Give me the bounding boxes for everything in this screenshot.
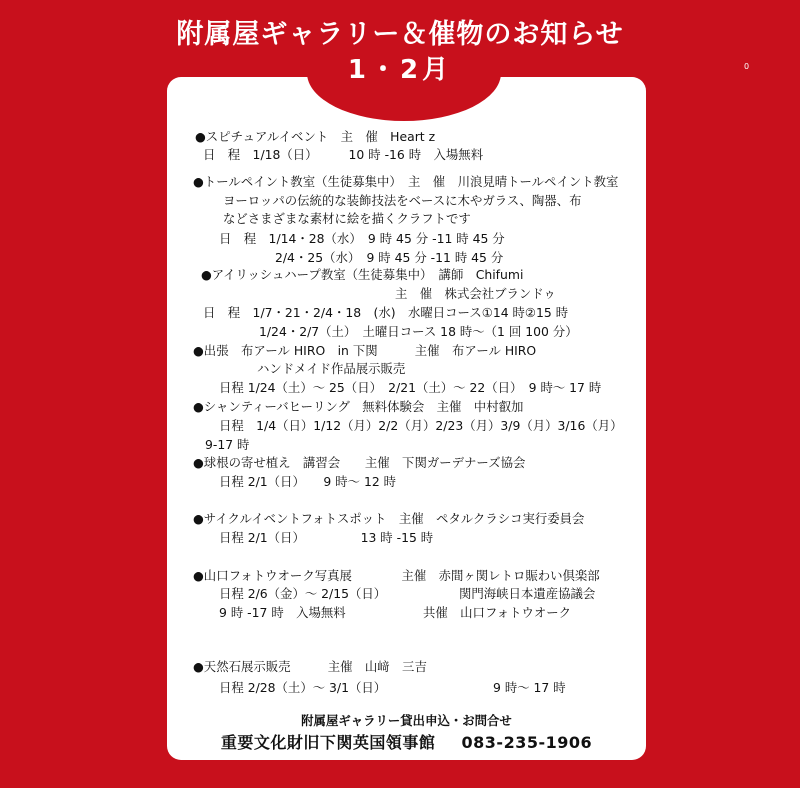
event-schedule: 日 程 1/14・28（水） 9 時 45 分 -11 時 45 分 [219,231,505,246]
event-schedule: 1/24・2/7（土） 土曜日コース 18 時～（1 回 100 分） [259,324,578,339]
event-schedule: 日 程 1/18（日） 10 時 -16 時 入場無料 [203,147,484,162]
event-title-cycle-photo-spot: ●サイクルイベントフォトスポット 主催 ペタルクラシコ実行委員会 [193,511,585,526]
event-schedule: 日程 2/1（日） 13 時 -15 時 [219,530,434,545]
event-title-tole-paint: ●トールペイント教室（生徒募集中） 主 催 川浪見晴トールペイント教室 [193,174,619,189]
event-organizer: 主 催 株式会社ブランドゥ [395,286,556,301]
contact-line [167,733,646,753]
event-title-spiritual: ●スピチュアルイベント 主 催 Heart z [195,129,436,144]
event-title-irish-harp: ●アイリッシュハープ教室（生徒募集中） 講師 Chifumi [201,267,524,282]
page-title: 附属屋ギャラリー＆催物のお知らせ [176,19,624,50]
event-description: ヨーロッパの伝統的な装飾技法をベースに木やガラス、陶器、布 [223,193,582,208]
event-schedule: 9 時～ 17 時 [493,680,566,695]
event-title-photo-walk: ●山口フォトウオーク写真展 主催 赤間ヶ関レトロ賑わい倶楽部 [193,568,600,583]
event-schedule: 9-17 時 [205,437,250,452]
event-schedule: 9 時 -17 時 入場無料 [219,605,346,620]
contact-heading: 附属屋ギャラリー貸出申込・お問合せ [301,713,512,728]
event-schedule: 日程 2/1（日） 9 時～ 12 時 [219,474,397,489]
event-title-nuart-hiro: ●出張 布アール HIRO in 下関 主催 布アール HIRO [193,343,537,358]
event-title-natural-stone: ●天然石展示販売 主催 山﨑 三吉 [193,659,427,674]
event-schedule: 日程 1/4（日）1/12（月）2/2（月）2/23（月）3/9（月）3/16（月） [219,418,623,433]
event-card [167,77,646,760]
event-schedule: 日程 2/6（金）～ 2/15（日） [219,586,387,601]
event-schedule: 日 程 1/7・21・2/4・18 (水) 水曜日コース①14 時②15 時 [203,305,569,320]
month-label: 1・2月 [347,55,453,85]
phone-number: 083-235-1906 [461,733,593,752]
corner-mark: 0 [744,62,750,71]
venue-name: 重要文化財旧下関英国領事館 [220,733,436,752]
event-organizer: 関門海峡日本遺産協議会 [459,586,596,601]
event-description: などさまざまな素材に絵を描くクラフトです [223,211,471,226]
event-organizer: 共催 山口フォトウオーク [423,605,572,620]
event-description: ハンドメイド作品展示販売 [257,361,406,376]
event-schedule: 日程 1/24（土）～ 25（日） 2/21（土）～ 22（日） 9 時～ 17 時 [219,380,602,395]
event-title-healing: ●シャンティーバヒーリング 無料体験会 主催 中村叡加 [193,399,524,414]
event-title-bulb-planting: ●球根の寄せ植え 講習会 主催 下関ガーデナーズ協会 [193,455,526,470]
event-schedule: 日程 2/28（土）～ 3/1（日） [219,680,387,695]
event-schedule: 2/4・25（水） 9 時 45 分 -11 時 45 分 [275,250,504,265]
